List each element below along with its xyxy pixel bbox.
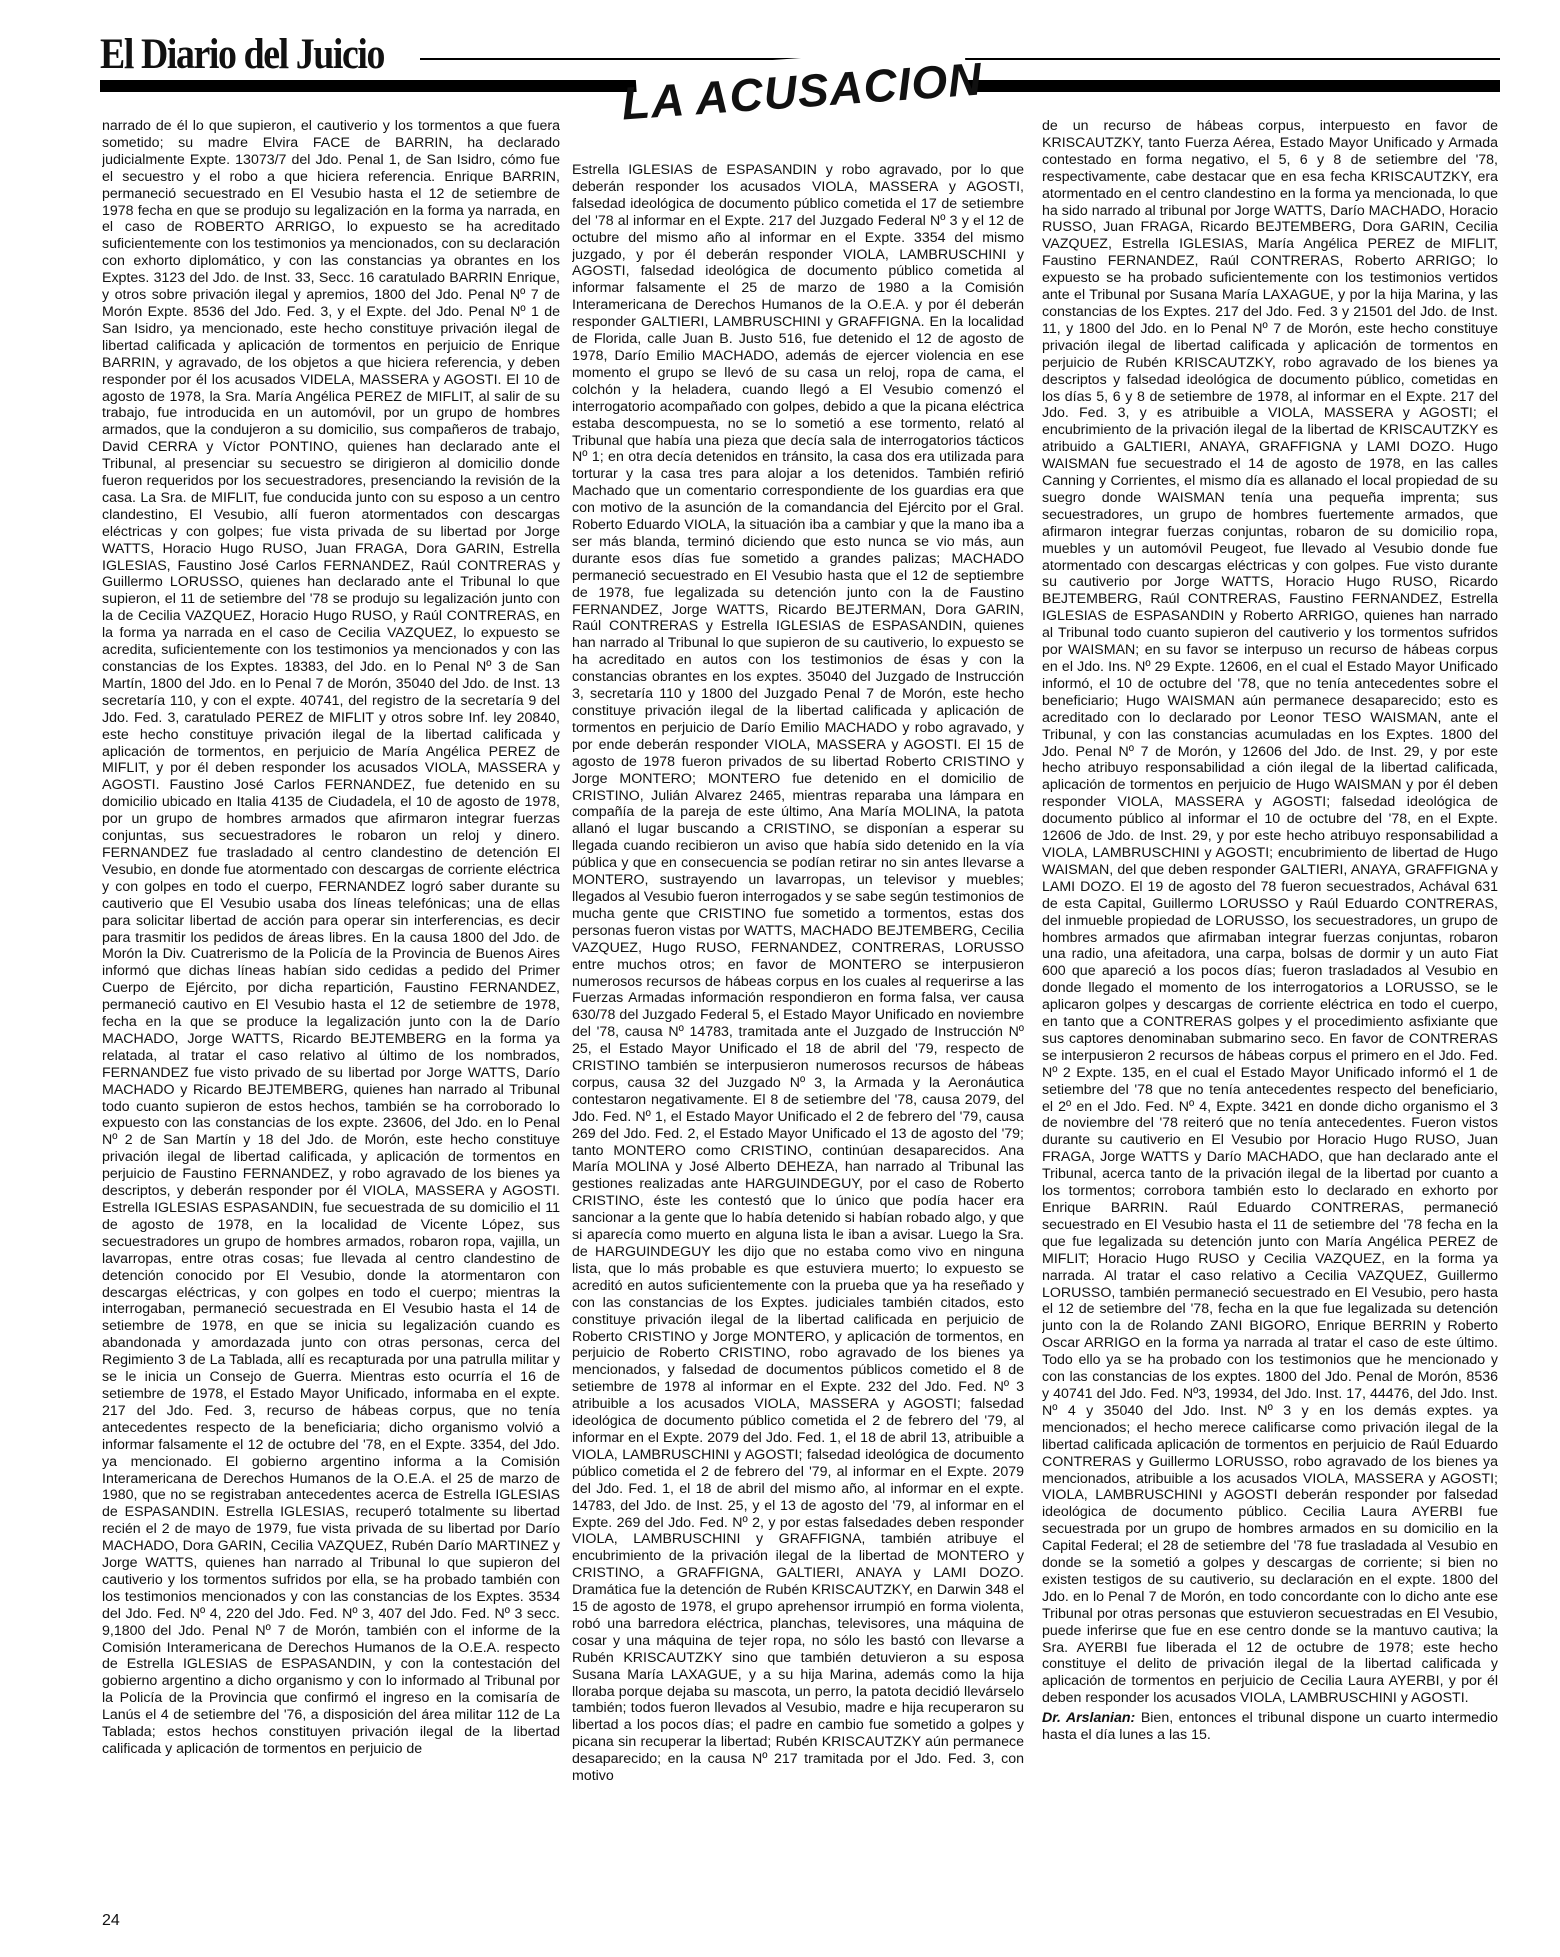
text-column-2	[572, 162, 1024, 1864]
speaker-name: Dr. Arslanian:	[1042, 1710, 1136, 1727]
closing-text: Bien, entonces el tribunal dispone un cuarto intermedio hasta el día lunes a las 15.	[1042, 1710, 1498, 1744]
section-title: LA ACUSACION	[620, 52, 984, 130]
page-number: 24	[102, 1912, 120, 1929]
text-column-3	[1042, 118, 1498, 1898]
text-column-1	[102, 118, 560, 1868]
column-2-text: Estrella IGLESIAS de ESPASANDIN y robo agravado, por lo que deberán responder los acusados VIOLA, MASSERA y AGOSTI, falsedad ideológica de documento público cometida el 17 de setiembre del '78 al informar en el Expte. 217 del Juzgado Federal Nº 3 y el 12 de octubre del mismo año al informar en el Expte. 3354 del mismo juzgado, y por él deberán responder VIOLA, LAMBRUSCHINI y AGOSTI, falsedad ideológica de documento público cometida al informar falsamente el 25 de marzo de 1980 a la Comisión Interamericana de Derechos Humanos de la O.E.A. y por él deberán responder GALTIERI, LAMBRUSCHINI y GRAFFIGNA. En la localidad de Florida, calle Juan B. Justo 516, fue detenido el 12 de agosto de 1978, Darío Emilio MACHADO, además de ejercer violencia en ese momento el grupo se llevó de su casa un reloj, ropa de cama, el colchón y la heladera, cuando llegó a El Vesubio comenzó el interrogatorio acompañado con golpes, debido a que la picana eléctrica estaba descompuesta, no se lo sometió a ese tormento, relató al Tribunal que había una pieza que decía sala de interrogatorios tácticos Nº 1; en otra decía detenidos en tránsito, la casa dos era utilizada para torturar y la casa tres para alojar a los detenidos. También refirió Machado que un comentario correspondiente de los guardias era que con motivo de la asunción de la comandancia del Ejército por el Gral. Roberto Eduardo VIOLA, la situación iba a cambiar y que la mano iba a ser más blanda, terminó diciendo que esto nunca se vio más, aun durante esos días fue sometido a grandes palizas; MACHADO permaneció secuestrado en El Vesubio hasta que el 12 de septiembre de 1978, fue legalizada su detención junto con la de Faustino FERNANDEZ, Jorge WATTS, Ricardo BEJTERMAN, Dora GARIN, Raúl CONTRERAS y Estrella IGLESIAS de ESPASANDIN, quienes han narrado al Tribunal lo que supieron de su cautiverio, lo expuesto se ha acreditado en autos con los testimonios de ésas y con la constancias obrantes en los exptes. 35040 del Juzgado de Instrucción 3, secretaría 110 y 1800 del Juzgado Penal 7 de Morón, este hecho constituye privación ilegal de la libertad calificada y aplicación de tormentos en perjuicio de Darío Emilio MACHADO y robo agravado, y por ende deberán responder VIOLA, MASSERA y AGOSTI. El 15 de agosto de 1978 fueron privados de su libertad Roberto CRISTINO y Jorge MONTERO; MONTERO fue detenido en el domicilio de CRISTINO, Julián Alvarez 2465, mientras reparaba una lámpara en compañía de la pareja de este último, Ana María MOLINA, la patota allanó el lugar buscando a CRISTINO, se disponían a esperar su llegada cuando recibieron un aviso que había sido detenido en la vía pública y que en consecuencia se podían retirar no sin antes llevarse a MONTERO, sustrayendo un lavarropas, un televisor y muebles; llegados al Vesubio fueron interrogados y se sabe según testimonios de mucha gente que CRISTINO fue sometido a tormentos, estas dos personas fueron vistas por WATTS, MACHADO BEJTEMBERG, Cecilia VAZQUEZ, Hugo RUSO, FERNANDEZ, CONTRERAS, LORUSSO entre muchos otros; en favor de MONTERO se interpusieron numerosos recursos de hábeas corpus en los cuales al requerirse a las Fuerzas Armadas información respondieron en forma falsa, ver causa 630/78 del Juzgado Federal 5, el Estado Mayor Unificado en noviembre del '78, causa Nº 14783, tramitada ante el Juzgado de Instrucción Nº 25, el Estado Mayor Unificado el 18 de abril del '79, respecto de CRISTINO también se interpusieron numerosos recursos de hábeas corpus, causa 32 del Juzgado Nº 3, la Armada y la Aeronáutica contestaron negativamente. El 8 de setiembre del '78, causa 2079, del Jdo. Fed. Nº 1, el Estado Mayor Unificado el 2 de febrero del '79, causa 269 del Jdo. Fed. 2, el Estado Mayor Unificado el 13 de agosto del '79; tanto MONTERO como CRISTINO, continúan desaparecidos. Ana María MOLINA y José Alberto DEHEZA, han narrado al Tribunal las gestiones realizadas ante HARGUINDEGUY, por el caso de Roberto CRISTINO, éste les contestó que lo único que podía hacer era sancionar a la gente que lo había detenido si habían robado algo, y que si aparecía como muerto en alguna lista le iban a avisar. Luego la Sra. de HARGUINDEGUY les dijo que no estaba como vivo en ninguna lista, que lo más probable es que estuviera muerto; lo expuesto se acreditó en autos suficientemente con la prueba que ya ha reseñado y con las constancias de los Exptes. judiciales también citados, esto constituye privación ilegal de la libertad calificada en perjuicio de Roberto CRISTINO y Jorge MONTERO, y aplicación de tormentos, en perjuicio de Roberto CRISTINO, robo agravado de los bienes ya mencionados, y falsedad de documentos públicos cometido el 8 de setiembre de 1978 al informar en el Expte. 232 del Jdo. Fed. Nº 3 atribuible a los acusados VIOLA, MASSERA y AGOSTI; falsedad ideológica de documento público cometida el 2 de febrero del '79, al informar en el Expte. 2079 del Jdo. Fed. 1, el 18 de abril 13, atribuible a VIOLA, LAMBRUSCHINI y AGOSTI; falsedad ideológica de documento público cometida el 2 de febrero del '79, al informar en el Expte. 2079 del Jdo. Fed. 1, el 18 de abril del mismo año, al informar en el expte. 14783, del Jdo. de Inst. 25, y el 13 de agosto del '79, al informar en el Expte. 269 del Jdo. Fed. Nº 2, y por estas falsedades deben responder VIOLA, LAMBRUSCHINI y GRAFFIGNA, también atribuye el encubrimiento de la privación ilegal de la libertad de MONTERO y CRISTINO, a GRAFFIGNA, GALTIERI, ANAYA y LAMI DOZO. Dramática fue la detención de Rubén KRISCAUTZKY, en Darwin 348 el 15 de agosto de 1978, el grupo aprehensor irrumpió en forma violenta, robó una barredora eléctrica, planchas, televisores, una máquina de cosar y una máquina de tejer ropa, no sólo les bastó con llevarse a Rubén KRISCAUTZKY sino que también detuvieron a su esposa Susana María LAXAGUE, y a su hija Marina, además como la hija lloraba porque dejaba su mascota, un perro, la patota decidió llevárselo también; todos fueron llevados al Vesubio, madre e hija recuperaron su libertad a los pocos días; el padre en cambio fue sometido a golpes y picana sin recuperar la libertad; Rubén KRISCAUTZKY aún permanece desaparecido; en la causa Nº 217 tramitada por el Jdo. Fed. 3, con motivo	[572, 162, 1024, 1785]
column-3-text: de un recurso de hábeas corpus, interpuesto en favor de KRISCAUTZKY, tanto Fuerza Aérea, Estado Mayor Unificado y Armada contestado en forma negativo, el 5, 6 y 8 de setiembre del '78, respectivamente, cabe destacar que en esa fecha KRISCAUTZKY, era atormentado en el centro clandestino en la forma ya mencionada, lo que ha sido narrado al tribunal por Jorge WATTS, Darío MACHADO, Horacio RUSSO, Juan FRAGA, Ricardo BEJTEMBERG, Dora GARIN, Cecilia VAZQUEZ, Estrella IGLESIAS, María Angélica PEREZ de MIFLIT, Faustino FERNANDEZ, Raúl CONTRERAS, Roberto ARRIGO; lo expuesto se ha probado suficientemente con los testimonios vertidos ante el Tribunal por Susana María LAXAGUE, y por la hija Marina, y las constancias de los Exptes. 217 del Jdo. Fed. 3 y 21501 del Jdo. de Inst. 11, y 1800 del Jdo. en lo Penal Nº 7 de Morón, este hecho constituye privación ilegal de libertad calificada y aplicación de tormentos en perjuicio de Rubén KRISCAUTZKY, robo agravado de los bienes ya descriptos y falsedad ideológica de documento público, cometidas en los días 5, 6 y 8 de setiembre de 1978, al informar en el Expte. 217 del Jdo. Fed. 3, y es atribuible a VIOLA, MASSERA y AGOSTI; el encubrimiento de la privación ilegal de la libertad de KRISCAUTZKY es atribuido a GALTIERI, ANAYA, GRAFFIGNA y LAMI DOZO. Hugo WAISMAN fue secuestrado el 14 de agosto de 1978, en las calles Canning y Corrientes, el mismo día es allanado el local propiedad de su suegro donde WAISMAN tenía una pequeña imprenta; sus secuestradores, un grupo de hombres fuertemente armados, que afirmaron integrar fuerzas conjuntas, robaron de su domicilio ropa, muebles y un automóvil Peugeot, fue llevado al Vesubio donde fue atormentado con descargas eléctricas y con golpes. Fue visto durante su cautiverio por Jorge WATTS, Horacio Hugo RUSO, Ricardo BEJTEMBERG, Raúl CONTRERAS, Faustino FERNANDEZ, Estrella IGLESIAS de ESPASANDIN y Roberto ARRIGO, quienes han narrado al Tribunal todo cuanto supieron del cautiverio y los tormentos sufridos por WAISMAN; en su favor se interpuso un recurso de hábeas corpus en el Jdo. Ins. Nº 29 Expte. 12606, en el cual el Estado Mayor Unificado informó, el 10 de octubre del '78, que no tenía antecedentes sobre el beneficiario; Hugo WAISMAN aún permanece desaparecido; esto es acreditado con lo declarado por Leonor TESO WAISMAN, ante el Tribunal, y con las constancias acumuladas en los Exptes. 1800 del Jdo. Penal Nº 7 de Morón, y 12606 del Jdo. de Inst. 29, y por este hecho atribuyo responsabilidad a ción ilegal de la libertad calificada, aplicación de tormentos en perjuicio de Hugo WAISMAN y por él deben responder VIOLA, MASSERA y AGOSTI; falsedad ideológica de documento público al informar el 10 de octubre del '78, en el Expte. 12606 de Jdo. de Inst. 29, y por este hecho atribuyo responsabilidad a VIOLA, LAMBRUSCHINI y AGOSTI; encubrimiento de libertad de Hugo WAISMAN, del que deben responder GALTIERI, ANAYA, GRAFFIGNA y LAMI DOZO. El 19 de agosto del 78 fueron secuestrados, Achával 631 de esta Capital, Guillermo LORUSSO y Raúl Eduardo CONTRERAS, del inmueble propiedad de LORUSSO, los secuestradores, un grupo de hombres armados que afirmaban integrar fuerzas conjuntas, robaron una radio, una afeitadora, una carpa, bolsas de dormir y un auto Fiat 600 que apareció a los pocos días; fueron trasladados al Vesubio en donde llegado el momento de los interrogatorios a LORUSSO, se le aplicaron golpes y descargas de corriente eléctrica en todo el cuerpo, en tanto que a CONTRERAS golpes y el procedimiento asfixiante que sus captores denominaban submarino seco. En favor de CONTRERAS se interpusieron 2 recursos de hábeas corpus el primero en el Jdo. Fed. Nº 2 Expte. 135, en el cual el Estado Mayor Unificado informó el 1 de setiembre del '78 que no tenía antecedentes respecto del beneficiario, el 2º en el Jdo. Fed. Nº 4, Expte. 3421 en donde dicho organismo el 3 de noviembre del '78 reiteró que no tenía antecedentes. Fueron vistos durante su cautiverio en El Vesubio por Horacio Hugo RUSO, Juan FRAGA, Jorge WATTS y Darío MACHADO, que han declarado ante el Tribunal, acerca tanto de la privación ilegal de la libertad por cuanto a los tormentos; corrobora también esto lo declarado en exhorto por Enrique BARRIN. Raúl Eduardo CONTRERAS, permaneció secuestrado en El Vesubio hasta el 11 de setiembre del '78 fecha en la que fue legalizada su detención junto con María Angélica PEREZ de MIFLIT; Horacio Hugo RUSO y Cecilia VAZQUEZ, en la forma ya narrada. Al tratar el caso relativo a Cecilia VAZQUEZ, Guillermo LORUSSO, también permaneció secuestrado en El Vesubio, pero hasta el 12 de setiembre del '78, fecha en la que fue legalizada su detención junto con la de Rolando ZANI BIGORO, Enrique BERRIN y Roberto Oscar ARRIGO en la forma ya narrada al tratar el caso de este último. Todo ello ya se ha probado con los testimonios que he mencionado y con las constancias de los exptes. 1800 del Jdo. Penal de Morón, 8536 y 40741 del Jdo. Fed. Nº3, 19934, del Jdo. Inst. 17, 44476, del Jdo. Inst. Nº 4 y 35040 del Jdo. Inst. Nº 3 y en los demás exptes. ya mencionados; el hecho merece calificarse como privación ilegal de la libertad calificada aplicación de tormentos en perjuicio de Raúl Eduardo CONTRERAS y Guillermo LORUSSO, robo agravado de los bienes ya mencionados, atribuible a los acusados VIOLA, MASSERA y AGOSTI; VIOLA, LAMBRUSCHINI y AGOSTI deberán responder por falsedad ideológica de documento público. Cecilia Laura AYERBI fue secuestrada por un grupo de hombres armados en su domicilio en la Capital Federal; el 28 de setiembre del '78 fue trasladada al Vesubio en donde se la sometió a golpes y descargas de corriente; si bien no existen testigos de su cautiverio, su declaración en el expte. 1800 del Jdo. en lo Penal 7 de Morón, en todo concordante con lo dicho ante ese Tribunal por otras personas que estuvieron secuestradas en El Vesubio, puede inferirse que fue en ese centro donde se la mantuvo cautiva; la Sra. AYERBI fue liberada el 12 de octubre de 1978; este hecho constituye el delito de privación ilegal de la libertad calificada y aplicación de tormentos en perjuicio de Cecilia Laura AYERBI, y por él deben responder los acusados VIOLA, LAMBRUSCHINI y AGOSTI.	[1042, 118, 1498, 1707]
closing-statement	[1042, 1710, 1498, 1744]
masthead-title: El Diario del Juicio	[100, 31, 385, 78]
column-1-text: narrado de él lo que supieron, el cautiverio y los tormentos a que fuera sometido; su madre Elvira FACE de BARRIN, ha declarado judicialmente Expte. 13073/7 del Jdo. Penal 1, de San Isidro, cómo fue el secuestro y el robo a que hiciera referencia. Enrique BARRIN, permaneció secuestrado en El Vesubio hasta el 12 de setiembre de 1978 fecha en que se produjo su legalización en la forma ya narrada, en el caso de ROBERTO ARRIGO, lo expuesto se ha acreditado suficientemente con los testimonios ya mencionados, con su declaración con exhorto diplomático, y con las constancias ya obrantes en los Exptes. 3123 del Jdo. de Inst. 33, Secc. 16 caratulado BARRIN Enrique, y otros sobre privación ilegal y apremios, 1800 del Jdo. Penal Nº 7 de Morón Expte. 8536 del Jdo. Fed. 3, y el Expte. del Jdo. Penal Nº 1 de San Isidro, ya mencionado, este hecho constituye privación ilegal de libertad calificada y aplicación de tormentos en perjuicio de Enrique BARRIN, y agravado, de los objetos a que hiciera referencia, y deben responder por él los acusados VIDELA, MASSERA y AGOSTI. El 10 de agosto de 1978, la Sra. María Angélica PEREZ de MIFLIT, al salir de su trabajo, fue introducida en un automóvil, por un grupo de hombres armados, que la condujeron a su domicilio, sus compañeros de trabajo, David CERRA y Víctor PONTINO, quienes han declarado ante el Tribunal, al presenciar su secuestro se dirigieron al domicilio donde fueron requeridos por los secuestradores, presenciando la revisión de la casa. La Sra. de MIFLIT, fue conducida junto con su esposo a un centro clandestino, El Vesubio, allí fueron atormentados con descargas eléctricas y con golpes; fue vista privada de su libertad por Jorge WATTS, Horacio Hugo RUSO, Juan FRAGA, Dora GARIN, Estrella IGLESIAS, Faustino José Carlos FERNANDEZ, Raúl CONTRERAS y Guillermo LORUSSO, quienes han declarado ante el Tribunal lo que supieron, el 11 de setiembre del '78 se produjo su legalización junto con la de Cecilia VAZQUEZ, Horacio Hugo RUSO, y Raúl CONTRERAS, en la forma ya narrada en el caso de Cecilia VAZQUEZ, lo expuesto se acredita, suficientemente con los testimonios ya mencionados y con las constancias de los Exptes. 18383, del Jdo. en lo Penal Nº 3 de San Martín, 1800 del Jdo. en lo Penal 7 de Morón, 35040 del Jdo. de Inst. 13 secretaría 110, y con el expte. 40741, del registro de la secretaría 9 del Jdo. Fed. 3, caratulado PEREZ de MIFLIT y otros sobre Inf. ley 20840, este hecho constituye privación ilegal de la libertad calificada y aplicación de tormentos, en perjuicio de María Angélica PEREZ de MIFLIT, y por él deben responder los acusados VIOLA, MASSERA y AGOSTI. Faustino José Carlos FERNANDEZ, fue detenido en su domicilio ubicado en Italia 4135 de Ciudadela, el 10 de agosto de 1978, por un grupo de hombres armados que afirmaron integrar fuerzas conjuntas, sus secuestradores le robaron un reloj y dinero. FERNANDEZ fue trasladado al centro clandestino de detención El Vesubio, en donde fue atormentado con descargas de corriente eléctrica y con golpes en todo el cuerpo, FERNANDEZ logró saber durante su cautiverio que El Vesubio usaba dos líneas telefónicas; una de ellas para solicitar libertad de acción para operar sin interferencias, es decir para trasmitir los pedidos de áreas libres. En la causa 1800 del Jdo. de Morón la Div. Cuatrerismo de la Policía de la Provincia de Buenos Aires informó que dichas líneas habían sido cedidas a pedido del Primer Cuerpo de Ejército, por dicha repartición, Faustino FERNANDEZ, permaneció cautivo en El Vesubio hasta el 12 de setiembre de 1978, fecha en la que se produce la legalización junto con la de Darío MACHADO, Jorge WATTS, Ricardo BEJTEMBERG en la forma ya relatada, al tratar el caso relativo al último de los nombrados, FERNANDEZ fue visto privado de su libertad por Jorge WATTS, Darío MACHADO y Ricardo BEJTEMBERG, quienes han narrado al Tribunal todo cuanto supieron de estos hechos, también se ha corroborado lo expuesto con las constancias de los expte. 23606, del Jdo. en lo Penal Nº 2 de San Martín y 18 del Jdo. de Morón, este hecho constituye privación ilegal de libertad calificada, y aplicación de tormentos en perjuicio de Faustino FERNANDEZ, y robo agravado de los bienes ya descriptos, y deberán responder por él VIOLA, MASSERA y AGOSTI. Estrella IGLESIAS ESPASANDIN, fue secuestrada de su domicilio el 11 de agosto de 1978, en la localidad de Vicente López, sus secuestradores un grupo de hombres armados, robaron ropa, vajilla, un lavarropas, entre otras cosas; fue llevada al centro clandestino de detención conocido por El Vesubio, donde la atormentaron con descargas eléctricas, y con golpes en todo el cuerpo; mientras la interrogaban, permaneció secuestrada en El Vesubio hasta el 14 de setiembre de 1978, en que se inicia su legalización cuando es abandonada y amordazada junto con otras personas, cerca del Regimiento 3 de La Tablada, allí es recapturada por una patrulla militar y se le inicia un Consejo de Guerra. Mientras esto ocurría el 16 de setiembre de 1978, el Estado Mayor Unificado, informaba en el expte. 217 del Jdo. Fed. 3, recurso de hábeas corpus, que no tenía antecedentes respecto de la beneficiaria; dicho organismo volvió a informar falsamente el 12 de octubre del '78, en el Expte. 3354, del Jdo. ya mencionado. El gobierno argentino informa a la Comisión Interamericana de Derechos Humanos de la O.E.A. el 25 de marzo de 1980, que no se registraban antecedentes acerca de Estrella IGLESIAS de ESPASANDIN. Estrella IGLESIAS, recuperó totalmente su libertad recién el 2 de mayo de 1979, fue vista privada de su libertad por Darío MACHADO, Dora GARIN, Cecilia VAZQUEZ, Rubén Darío MARTINEZ y Jorge WATTS, quienes han narrado al Tribunal lo que supieron del cautiverio y los tormentos sufridos por ella, se ha probado también con los testimonios mencionados y con las constancias de los Exptes. 3534 del Jdo. Fed. Nº 4, 220 del Jdo. Fed. Nº 3, 407 del Jdo. Fed. Nº 3 secc. 9,1800 del Jdo. Penal Nº 7 de Morón, también con el informe de la Comisión Interamericana de Derechos Humanos de la O.E.A. respecto de Estrella IGLESIAS de ESPASANDIN, y con la contestación del gobierno argentino a dicho organismo y con lo informado al Tribunal por la Policía de la Provincia que confirmó el ingreso en la comisaría de Lanús el 4 de setiembre del '76, a disposición del área militar 112 de La Tablada; estos hechos constituyen privación ilegal de la libertad calificada y aplicación de tormentos en perjuicio de	[102, 118, 560, 1757]
